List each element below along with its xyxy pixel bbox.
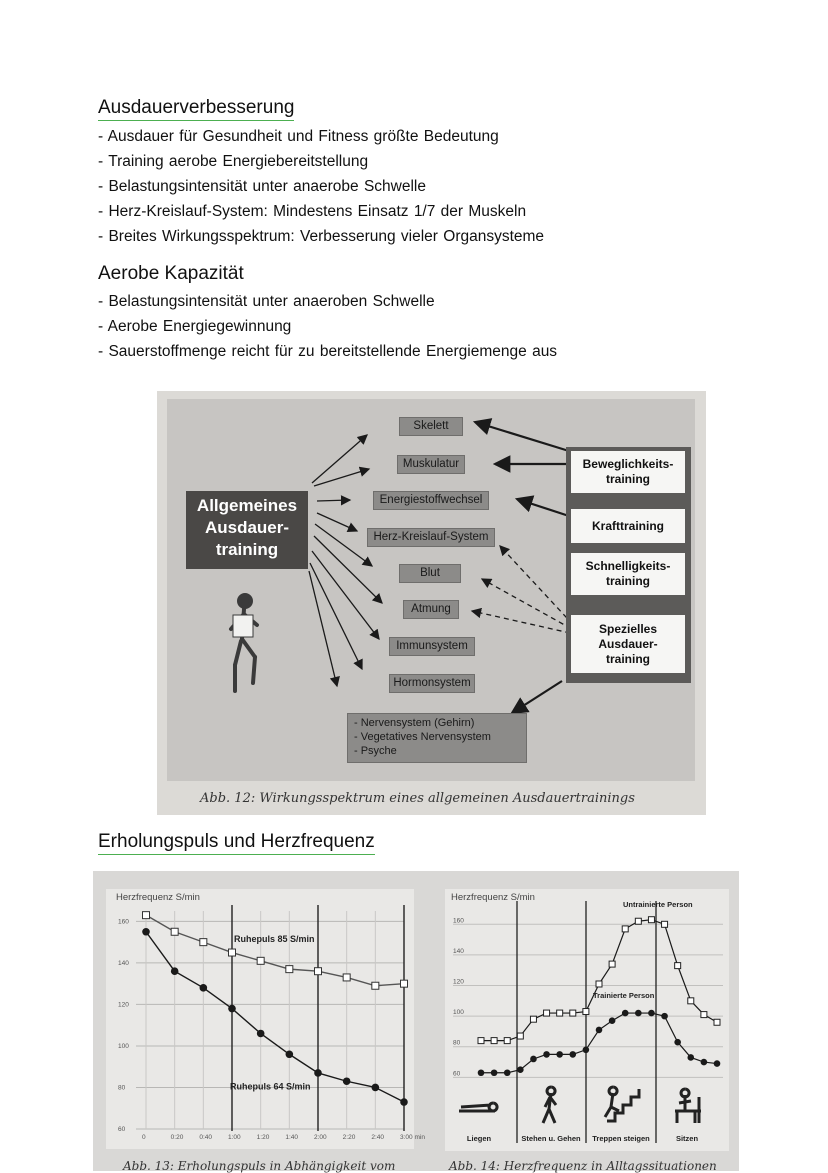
data-point (142, 928, 150, 936)
data-point (543, 1051, 550, 1058)
y-tick-label: 100 (118, 1042, 129, 1050)
data-point (286, 1050, 294, 1058)
x-tick-label: 1:00 (228, 1134, 241, 1141)
target-box: Herz-Kreislauf-System (367, 528, 495, 547)
category-label: Stehen u. Gehen (521, 1134, 581, 1143)
data-point (609, 1017, 616, 1024)
data-point (200, 984, 208, 992)
list-item: - Belastungsintensität unter anaeroben Schwelle (98, 293, 435, 310)
data-point (674, 1039, 681, 1046)
data-point (314, 1069, 322, 1077)
data-point (257, 1030, 265, 1038)
category-label: Liegen (466, 1134, 492, 1143)
data-point (648, 917, 654, 923)
data-point (714, 1019, 720, 1025)
x-tick-label: 2:20 (342, 1134, 356, 1141)
data-point (714, 1060, 721, 1067)
y-tick-label: 140 (453, 947, 464, 955)
spezielles-ausdauer-box (571, 615, 685, 673)
data-point (675, 963, 681, 969)
x-tick-label: 1:20 (256, 1134, 270, 1141)
main-line: Ausdauer- (204, 518, 290, 537)
target-box: Energiestoffwechsel (373, 491, 489, 510)
x-tick-label: 0:40 (199, 1134, 212, 1141)
bottom-line: - Vegetatives Nervensystem (354, 731, 491, 743)
side-line: training (606, 651, 650, 666)
data-point (701, 1059, 708, 1066)
data-point (557, 1010, 563, 1016)
data-point (635, 918, 641, 924)
data-point (517, 1066, 524, 1073)
dashed-arrows (472, 546, 579, 635)
chart-caption: Abb. 14: Herzfrequenz in Alltagssituationen (449, 1159, 717, 1173)
bottom-line: - Psyche (354, 745, 397, 757)
lying-person-icon (459, 1103, 497, 1111)
data-point (544, 1010, 550, 1016)
side-arrows (475, 422, 569, 713)
x-tick-label: 0 (142, 1134, 146, 1141)
y-tick-label: 140 (118, 959, 129, 967)
stairs-person-icon (605, 1087, 639, 1121)
list-item: - Training aerobe Energiebereitstellung (98, 153, 369, 170)
data-point (609, 961, 615, 967)
data-point (372, 1084, 380, 1092)
y-tick-label: 80 (453, 1039, 461, 1047)
fan-arrows (309, 435, 382, 686)
data-point (556, 1051, 563, 1058)
schnelligkeit-box (571, 553, 685, 595)
list-item: - Aerobe Energiegewinnung (98, 318, 292, 335)
target-box: Skelett (399, 417, 463, 436)
data-point (504, 1038, 510, 1044)
data-point (596, 1027, 603, 1034)
data-point (171, 967, 179, 975)
data-point (504, 1069, 511, 1076)
data-point (517, 1033, 523, 1039)
nervous-system-box (347, 713, 527, 763)
side-line: Ausdauer- (598, 636, 658, 651)
beweglichkeit-box (571, 451, 685, 493)
data-point (622, 926, 628, 932)
y-tick-label: 60 (453, 1070, 461, 1078)
series-label: Ruhepuls 64 S/min (230, 1081, 311, 1092)
target-box: Muskulatur (397, 455, 465, 474)
main-line: Allgemeines (196, 496, 298, 515)
series-line (146, 932, 404, 1102)
data-point (401, 980, 408, 987)
bullet-list-aerob (98, 289, 557, 364)
data-point (622, 1010, 629, 1017)
figure-wirkungsspektrum (157, 391, 706, 815)
series-label: Trainierte Person (593, 990, 655, 1000)
data-point (569, 1051, 576, 1058)
data-point (229, 949, 236, 956)
runner-icon (215, 591, 275, 701)
series-label: Ruhepuls 85 S/min (234, 934, 315, 945)
y-tick-label: 160 (118, 918, 129, 926)
x-tick-label: 2:40 (371, 1134, 384, 1141)
data-point (662, 921, 668, 927)
side-line: Schnelligkeits- (585, 559, 671, 573)
data-point (400, 1098, 408, 1106)
bottom-line: - Nervensystem (Gehirn) (354, 717, 475, 729)
chart-14-svg (445, 889, 729, 1151)
list-item: - Ausdauer für Gesundheit und Fitness größte Bedeutung (98, 128, 499, 145)
data-point (372, 982, 379, 989)
chart-caption: Abb. 13: Erholungspuls in Abhängigkeit vom (123, 1159, 396, 1173)
target-box: Hormonsystem (389, 674, 475, 693)
data-point (583, 1009, 589, 1015)
category-label: Sitzen (675, 1134, 699, 1143)
y-tick-label: 60 (118, 1126, 126, 1133)
figure-caption: Abb. 12: Wirkungsspektrum eines allgemeinen Ausdauertrainings (200, 791, 635, 806)
data-point (343, 974, 350, 981)
data-point (171, 928, 178, 935)
target-box: Immunsystem (389, 637, 475, 656)
chart-13-svg (106, 889, 425, 1149)
y-tick-label: 100 (453, 1009, 464, 1017)
data-point (661, 1013, 668, 1020)
sitting-person-icon (675, 1089, 701, 1123)
x-tick-label: 1:40 (285, 1134, 298, 1141)
list-item: - Belastungsintensität unter anaerobe Schwelle (98, 178, 426, 195)
category-label: Treppen steigen (592, 1134, 650, 1143)
section-title-aerob: Aerobe Kapazität (98, 263, 244, 284)
x-tick-label: 3:00 min (400, 1134, 425, 1141)
list-item: - Breites Wirkungsspektrum: Verbesserung vieler Organsysteme (98, 228, 545, 245)
y-tick-label: 120 (453, 978, 464, 986)
main-line: training (215, 540, 279, 559)
data-point (343, 1077, 351, 1085)
target-box: Blut (399, 564, 461, 583)
data-point (596, 981, 602, 987)
x-tick-label: 0:20 (170, 1134, 184, 1141)
side-line: training (605, 574, 650, 588)
data-point (257, 957, 264, 964)
x-tick-label: 2:00 (314, 1134, 327, 1141)
data-point (491, 1069, 498, 1076)
chart-erholungspuls (106, 889, 425, 1149)
y-axis-title: Herzfrequenz S/min (116, 892, 200, 903)
target-box: Atmung (403, 600, 459, 619)
side-line: Beweglichkeits- (582, 457, 674, 471)
data-point (200, 939, 207, 946)
data-point (530, 1016, 536, 1022)
data-point (478, 1038, 484, 1044)
y-tick-label: 80 (118, 1084, 126, 1092)
figure-charts (93, 871, 739, 1171)
series-line (146, 915, 404, 986)
list-item: - Sauerstoffmenge reicht für zu bereitstellende Energiemenge aus (98, 343, 558, 360)
side-line: Krafttraining (592, 518, 664, 533)
data-point (530, 1056, 537, 1063)
data-point (701, 1012, 707, 1018)
data-point (491, 1038, 497, 1044)
y-tick-label: 120 (118, 1001, 129, 1009)
data-point (687, 1054, 694, 1061)
data-point (648, 1010, 655, 1017)
data-point (143, 912, 150, 919)
section-title-ausdauer: Ausdauerverbesserung (98, 97, 294, 121)
data-point (315, 968, 322, 975)
y-axis-title: Herzfrequenz S/min (451, 892, 535, 903)
y-tick-label: 160 (453, 917, 464, 925)
list-item: - Herz-Kreislauf-System: Mindestens Einsatz 1/7 der Muskeln (98, 203, 527, 220)
side-line: training (605, 472, 650, 486)
data-point (635, 1010, 642, 1017)
bullet-list-ausdauer (98, 124, 544, 249)
data-point (570, 1010, 576, 1016)
walking-person-icon (543, 1087, 556, 1123)
data-point (583, 1047, 590, 1054)
side-line: Spezielles (598, 621, 658, 636)
data-point (228, 1005, 236, 1013)
data-point (478, 1069, 485, 1076)
krafttraining-box (571, 509, 685, 543)
section-title-erholungspuls: Erholungspuls und Herzfrequenz (98, 831, 375, 855)
series-label: Untrainierte Person (623, 900, 693, 909)
chart-alltag (445, 889, 729, 1151)
main-training-box (186, 491, 308, 569)
data-point (286, 966, 293, 973)
data-point (688, 998, 694, 1004)
